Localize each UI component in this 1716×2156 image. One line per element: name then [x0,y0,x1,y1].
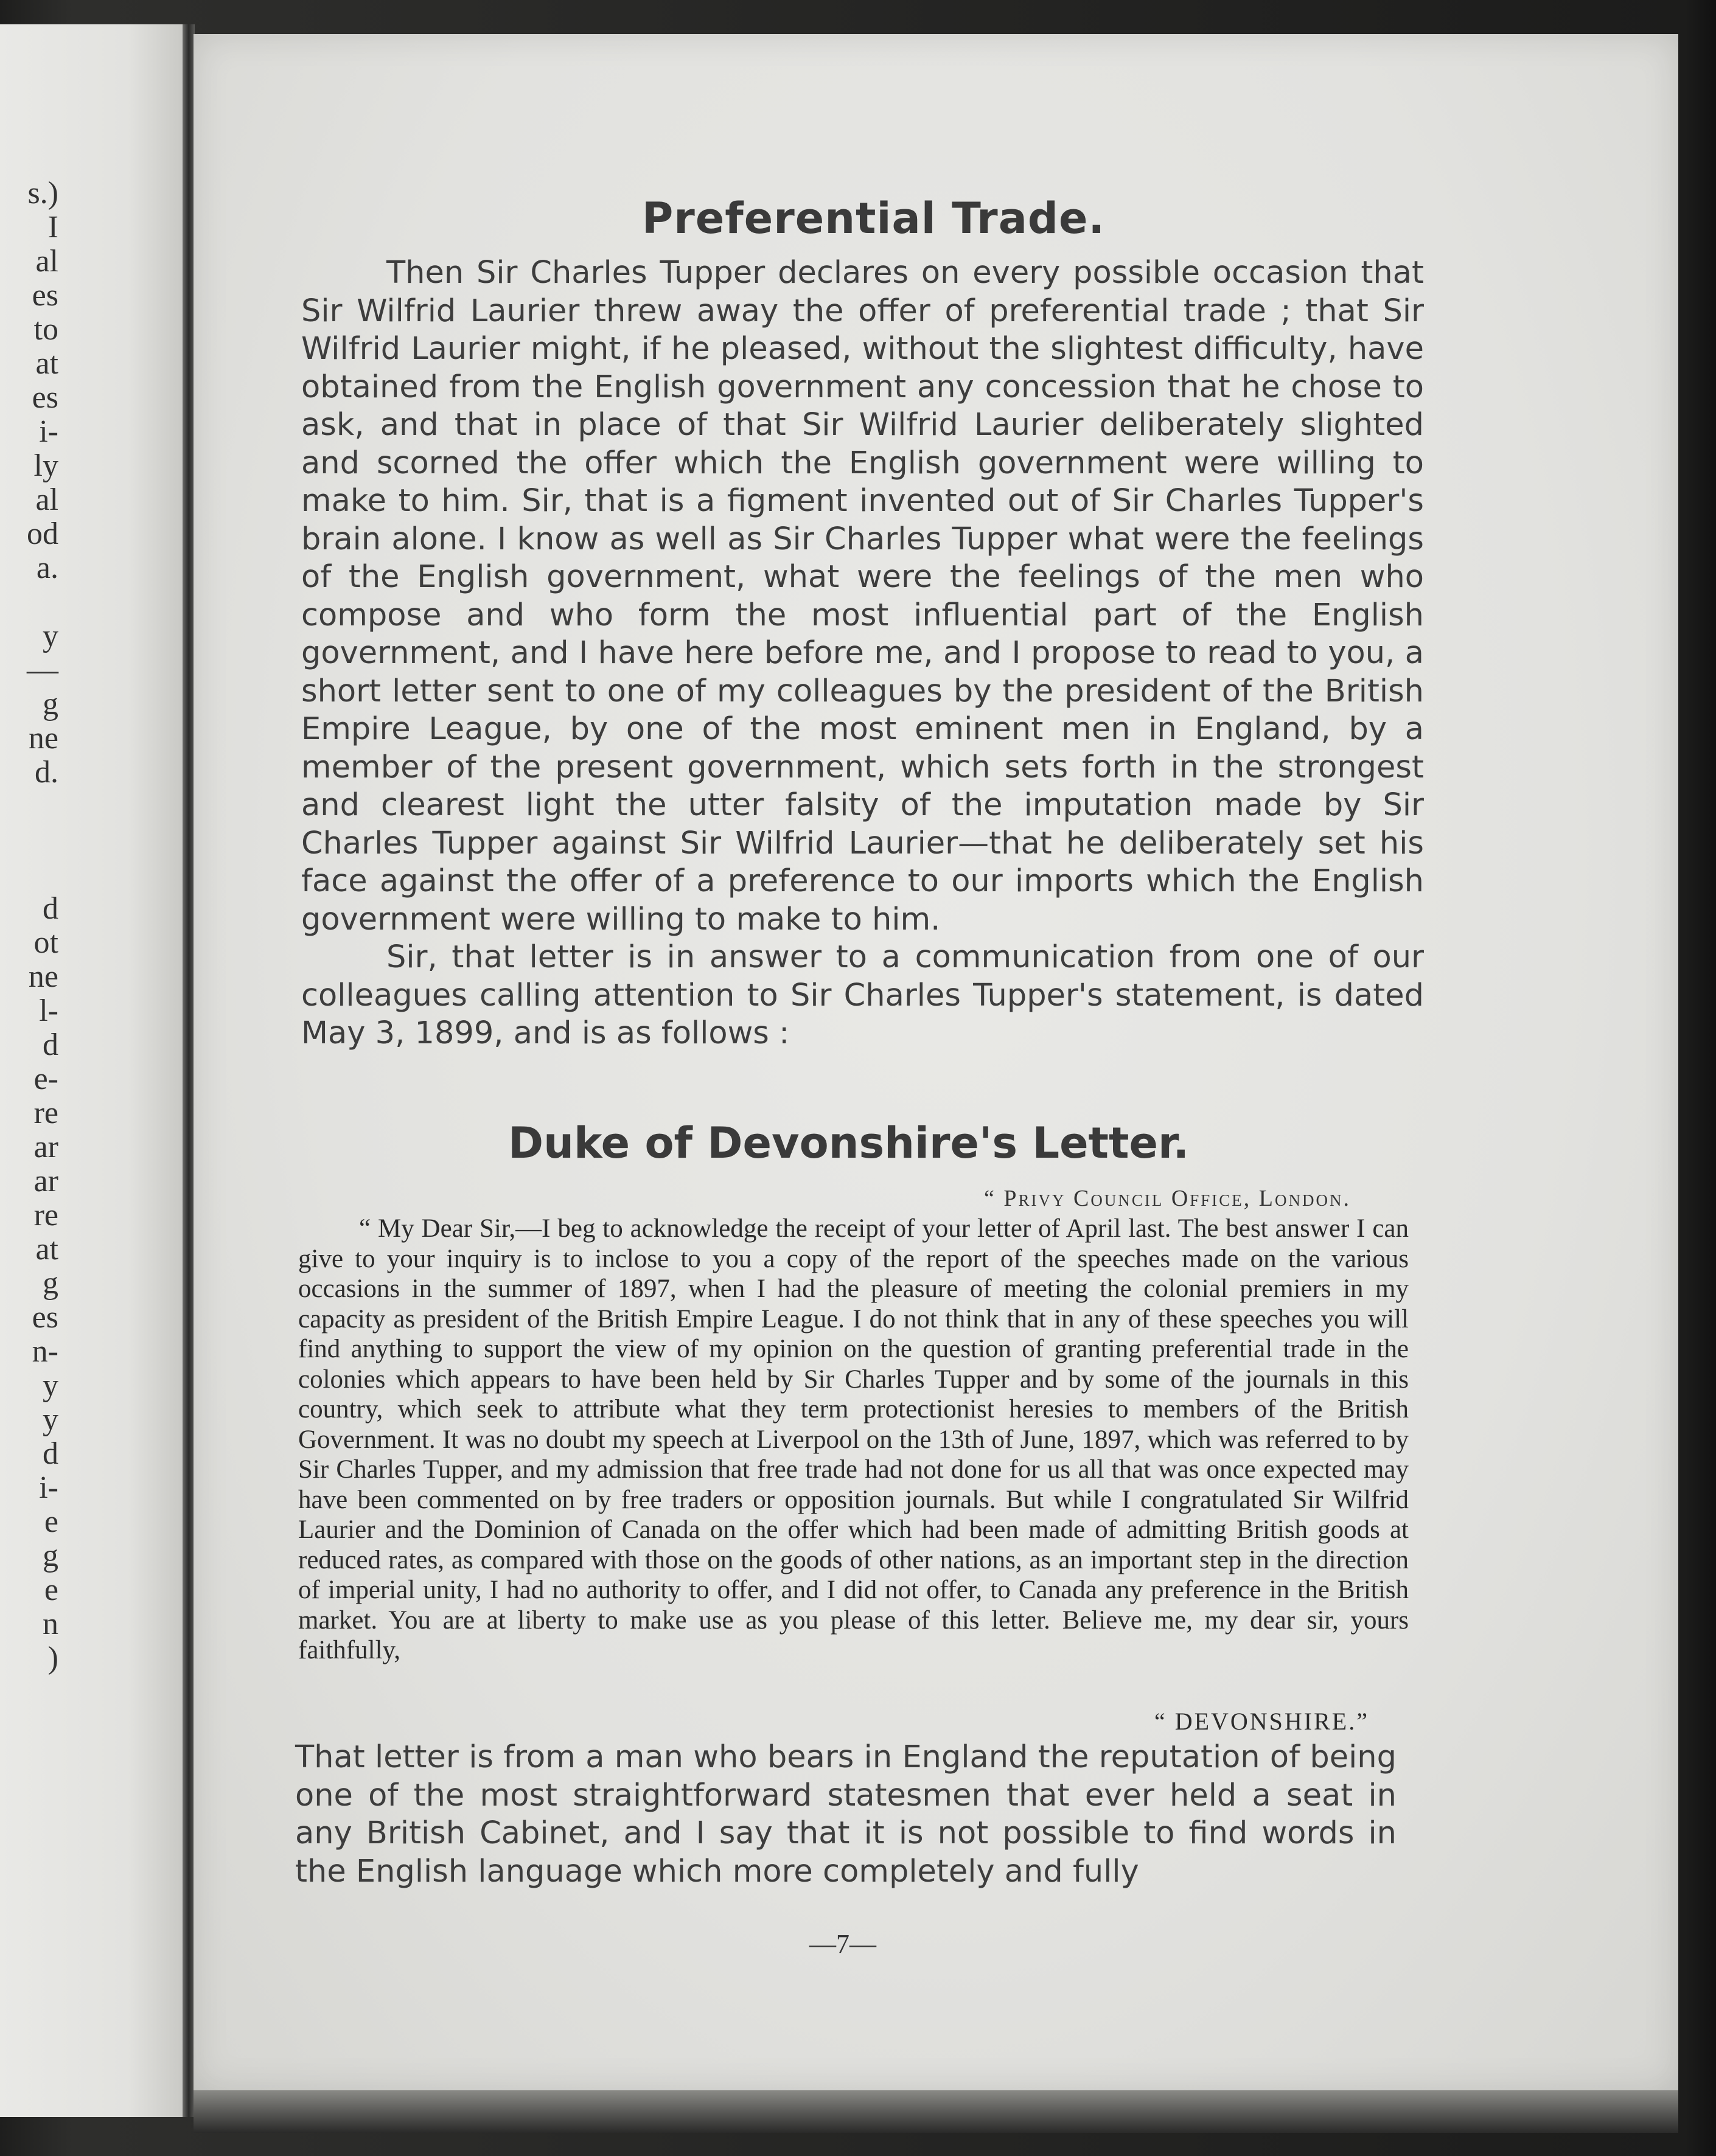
left-page-fragment: ot [33,925,58,960]
left-page-fragment: g [43,687,58,722]
left-page-fragment: al [35,482,58,517]
left-page-fragment: a. [36,551,58,585]
left-page-fragment: l- [39,993,58,1028]
left-page-fragment [0,790,58,824]
left-page-fragment: i- [39,1470,58,1505]
left-page-fragment: i- [39,414,58,449]
letter-body: “ My Dear Sir,—I beg to acknowledge the receipt of your letter of April last. The best answer I can give to your inquiry is to inclose to you a copy of the report of the speeches made on the various occasions in the summer of 1897, when I had the pleasure of meeting the colonial premiers in my capacity as president of the British Empire League. I do not think that in any of these speeches you will find anything to support the view of my opinion on the question of granting preferential trade in the colonies which appears to have been held by Sir Charles Tupper and by some of the journals in this country, which seek to attribute what they term protectionist heresies to members of the British Government. It was no doubt my speech at Liverpool on the 13th of June, 1897, which was referred to by Sir Charles Tupper, and my admission that free trade had not done for us all that was once expected may have been commented on by free traders or opposition journals. But while I congratulated Sir Wilfrid Laurier and the Dominion of Canada on the offer which had been made of admitting British goods at reduced rates, as compared with those on the goods of other nations, as an important step in the direction of imperial unity, I had no authority to offer, and I did not offer, to Canada any preference in the British market. You are at liberty to make use as you please of this letter. Believe me, my dear sir, yours faithfully, [298,1214,1409,1664]
left-page-edge [0,24,183,2117]
left-page-fragment: es [32,278,58,313]
left-page-fragment: d [43,1436,58,1471]
left-page-fragment: es [32,1300,58,1335]
left-page-fragment: g [43,1539,58,1573]
body-paragraph: Then Sir Charles Tupper declares on every possible occasion that Sir Wilfrid Laurier threw away the offer of preferential trade ; that Sir Wilfrid Laurier might, if he pleased, without the slightest difficulty, have obtained from the English government any concession that he chose to ask, and that in place of that Sir Wilfrid Laurier deliberately slighted and scorned the offer which the English government were willing to make to him. Sir, that is a figment invented out of Sir Charles Tupper's brain alone. I know as well as Sir Charles Tupper what were the feelings of the English government, what were the feelings of the men who compose and who form the most influential part of the English government, and I have here before me, and I propose to read to you, a short letter sent to one of my colleagues by the president of the British Empire League, by one of the most eminent men in England, by a member of the present government, which sets forth in the strongest and clearest light the utter falsity of the imputation made by Sir Charles Tupper against Sir Wilfrid Laurier—that he deliberately set his face against the offer of a preference to our imports which the English government were willing to make to him. [301,255,1424,937]
left-page-fragment: d [43,1028,58,1062]
left-page-fragment: y [43,1402,58,1437]
left-page-fragment [0,585,58,619]
left-page-fragment: e- [33,1062,58,1096]
page-bottom-edge [194,2090,1678,2133]
left-page-fragment: al [35,244,58,279]
closing-text: That letter is from a man who bears in England the reputation of being one of the most straightforward statesmen that ever held a seat in any British Cabinet, and I say that it is not possible to find words in the English language which more completely and fully [295,1739,1397,1890]
left-page-fragment: — [27,653,58,687]
left-page-fragments [0,176,58,1675]
left-page-fragment: ar [33,1164,58,1198]
left-page-fragment: e [44,1573,58,1607]
left-page-fragment: ne [28,959,58,994]
section-heading: Preferential Trade. [642,193,1106,243]
left-page-fragment: y [43,1368,58,1403]
left-page-fragment: s.) [27,176,58,210]
left-page-fragment: d [43,891,58,926]
left-page-fragment: g [43,1266,58,1301]
left-page-fragment: ne [28,721,58,756]
left-page-fragment: to [33,312,58,347]
left-page-fragment: at [35,346,58,381]
left-page-fragment: od [27,516,58,551]
letter-heading: Duke of Devonshire's Letter. [508,1118,1190,1168]
body-text [301,254,1424,1053]
left-page-fragment: re [33,1096,58,1130]
left-page-fragment: re [33,1198,58,1233]
left-page-fragment: es [32,380,58,415]
book-gutter [183,24,195,2117]
left-page-fragment [0,858,58,892]
left-page-fragment: at [35,1232,58,1267]
left-page-fragment: y [43,619,58,653]
left-page-fragment: ar [33,1130,58,1164]
left-page-fragment: I [47,210,58,245]
left-page-fragment [0,824,58,858]
body-paragraph: Sir, that letter is in answer to a communication from one of our colleagues calling attention to Sir Charles Tupper's statement, is dated May 3, 1899, and is as follows : [301,939,1424,1051]
letter-signature: “ DEVONSHIRE.” [1154,1708,1369,1735]
left-page-fragment: d. [35,755,58,790]
left-page-fragment: ) [47,1641,58,1675]
left-page-fragment: n [43,1607,58,1641]
left-page-fragment: ly [33,448,58,483]
left-page-fragment: n- [32,1334,58,1369]
left-page-fragment: e [44,1504,58,1539]
letter-address: “ Privy Council Office, London. [983,1186,1351,1211]
page-number: —7— [809,1929,876,1959]
